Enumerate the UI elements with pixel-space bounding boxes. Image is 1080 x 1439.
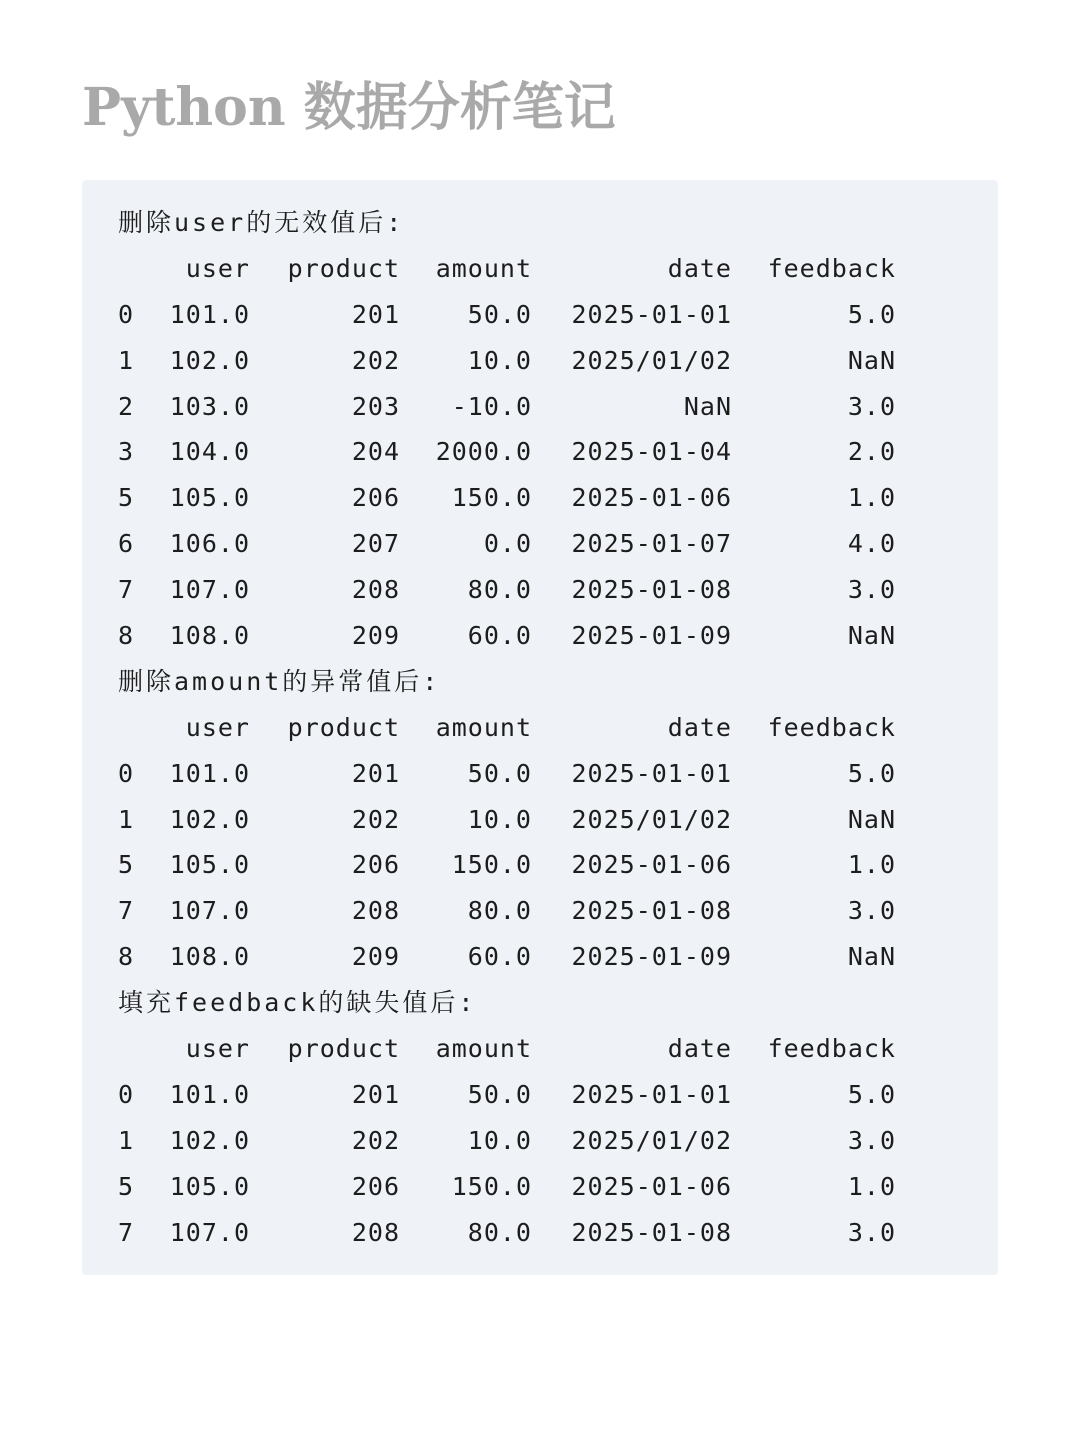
- cell-feedback: 1.0: [847, 483, 896, 513]
- cell-amount: 150.0: [451, 850, 532, 880]
- cell-idx: 5: [118, 483, 135, 513]
- cell-user: 102.0: [169, 345, 250, 375]
- cell-amount: 60.0: [467, 621, 532, 651]
- cell-user: 104.0: [169, 437, 250, 467]
- cell-product: 201: [351, 758, 400, 788]
- cell-feedback: NaN: [847, 942, 896, 972]
- table-row: [118, 1164, 896, 1210]
- cell-feedback: 5.0: [847, 299, 896, 329]
- cell-user: 106.0: [169, 529, 250, 559]
- column-header-amount: amount: [435, 712, 532, 742]
- cell-feedback: 3.0: [847, 575, 896, 605]
- cell-idx: 1: [118, 1125, 135, 1155]
- cell-amount: -10.0: [451, 391, 532, 421]
- table-row: [118, 384, 896, 430]
- dataframe-section: [118, 200, 896, 659]
- column-header-date: date: [667, 253, 732, 283]
- cell-date: 2025-01-06: [571, 850, 732, 880]
- table-header-row: [118, 1026, 896, 1072]
- table-row: [118, 751, 896, 797]
- cell-amount: 50.0: [467, 758, 532, 788]
- column-header-product: product: [287, 253, 400, 283]
- cell-date: 2025-01-09: [571, 621, 732, 651]
- cell-feedback: NaN: [847, 804, 896, 834]
- cell-feedback: 4.0: [847, 529, 896, 559]
- table-row: [118, 613, 896, 659]
- cell-product: 204: [351, 437, 400, 467]
- cell-date: 2025/01/02: [571, 1125, 732, 1155]
- cell-feedback: 1.0: [847, 850, 896, 880]
- cell-date: NaN: [683, 391, 732, 421]
- cell-feedback: 5.0: [847, 758, 896, 788]
- cell-product: 209: [351, 621, 400, 651]
- column-header-date: date: [667, 1034, 732, 1064]
- cell-idx: 0: [118, 1079, 135, 1109]
- cell-feedback: NaN: [847, 621, 896, 651]
- cell-user: 108.0: [169, 942, 250, 972]
- cell-feedback: 3.0: [847, 1125, 896, 1155]
- cell-idx: 0: [118, 299, 135, 329]
- cell-idx: 3: [118, 437, 135, 467]
- cell-user: 107.0: [169, 575, 250, 605]
- table-row: [118, 521, 896, 567]
- cell-feedback: 3.0: [847, 1217, 896, 1247]
- cell-date: 2025/01/02: [571, 345, 732, 375]
- cell-product: 207: [351, 529, 400, 559]
- column-header-date: date: [667, 712, 732, 742]
- cell-user: 108.0: [169, 621, 250, 651]
- column-header-product: product: [287, 712, 400, 742]
- cell-amount: 80.0: [467, 1217, 532, 1247]
- table-row: [118, 1210, 896, 1256]
- column-header-user: user: [185, 253, 250, 283]
- table-row: [118, 475, 896, 521]
- cell-date: 2025-01-07: [571, 529, 732, 559]
- column-header-feedback: feedback: [767, 253, 896, 283]
- cell-amount: 50.0: [467, 1079, 532, 1109]
- cell-amount: 80.0: [467, 896, 532, 926]
- cell-idx: 6: [118, 529, 135, 559]
- cell-idx: 0: [118, 758, 135, 788]
- cell-product: 201: [351, 299, 400, 329]
- cell-amount: 60.0: [467, 942, 532, 972]
- cell-date: 2025-01-08: [571, 575, 732, 605]
- cell-date: 2025-01-08: [571, 896, 732, 926]
- cell-idx: 7: [118, 896, 135, 926]
- cell-product: 208: [351, 896, 400, 926]
- cell-date: 2025-01-09: [571, 942, 732, 972]
- table-header-row: [118, 246, 896, 292]
- cell-idx: 2: [118, 391, 135, 421]
- table-row: [118, 888, 896, 934]
- cell-idx: 8: [118, 942, 135, 972]
- cell-product: 202: [351, 804, 400, 834]
- cell-feedback: 3.0: [847, 391, 896, 421]
- dataframe-section: [118, 980, 896, 1255]
- cell-user: 101.0: [169, 299, 250, 329]
- cell-amount: 80.0: [467, 575, 532, 605]
- table-header-row: [118, 705, 896, 751]
- cell-idx: 1: [118, 804, 135, 834]
- cell-product: 209: [351, 942, 400, 972]
- cell-date: 2025-01-06: [571, 1171, 732, 1201]
- column-header-user: user: [185, 1034, 250, 1064]
- cell-idx: 1: [118, 345, 135, 375]
- cell-date: 2025-01-01: [571, 1079, 732, 1109]
- cell-amount: 50.0: [467, 299, 532, 329]
- cell-product: 208: [351, 575, 400, 605]
- cell-user: 107.0: [169, 1217, 250, 1247]
- cell-feedback: NaN: [847, 345, 896, 375]
- table-row: [118, 1118, 896, 1164]
- cell-product: 206: [351, 850, 400, 880]
- table-row: [118, 338, 896, 384]
- cell-idx: 7: [118, 1217, 135, 1247]
- cell-amount: 10.0: [467, 804, 532, 834]
- cell-feedback: 5.0: [847, 1079, 896, 1109]
- cell-user: 105.0: [169, 1171, 250, 1201]
- column-header-product: product: [287, 1034, 400, 1064]
- cell-date: 2025-01-01: [571, 299, 732, 329]
- cell-feedback: 3.0: [847, 896, 896, 926]
- section-heading: 删除amount的异常值后:: [118, 666, 441, 696]
- cell-user: 107.0: [169, 896, 250, 926]
- cell-product: 201: [351, 1079, 400, 1109]
- cell-date: 2025-01-06: [571, 483, 732, 513]
- cell-product: 206: [351, 1171, 400, 1201]
- section-heading: 删除user的无效值后:: [118, 208, 405, 237]
- cell-user: 102.0: [169, 804, 250, 834]
- table-row: [118, 934, 896, 980]
- cell-feedback: 1.0: [847, 1171, 896, 1201]
- column-header-feedback: feedback: [767, 1034, 896, 1064]
- output-lines: [118, 200, 896, 1255]
- table-row: [118, 1072, 896, 1118]
- cell-user: 103.0: [169, 391, 250, 421]
- cell-feedback: 2.0: [847, 437, 896, 467]
- cell-date: 2025-01-04: [571, 437, 732, 467]
- cell-date: 2025-01-08: [571, 1217, 732, 1247]
- cell-user: 105.0: [169, 850, 250, 880]
- cell-product: 206: [351, 483, 400, 513]
- cell-idx: 5: [118, 850, 135, 880]
- column-header-feedback: feedback: [767, 712, 896, 742]
- page-title: Python 数据分析笔记: [82, 77, 616, 138]
- column-header-amount: amount: [435, 253, 532, 283]
- cell-user: 105.0: [169, 483, 250, 513]
- cell-idx: 7: [118, 575, 135, 605]
- section-heading: 填充feedback的缺失值后:: [118, 988, 477, 1018]
- cell-product: 203: [351, 391, 400, 421]
- cell-date: 2025-01-01: [571, 758, 732, 788]
- cell-user: 102.0: [169, 1125, 250, 1155]
- cell-amount: 10.0: [467, 1125, 532, 1155]
- cell-date: 2025/01/02: [571, 804, 732, 834]
- cell-product: 202: [351, 1125, 400, 1155]
- table-row: [118, 567, 896, 613]
- dataframe-section: [118, 659, 896, 980]
- cell-idx: 5: [118, 1171, 135, 1201]
- cell-amount: 10.0: [467, 345, 532, 375]
- cell-amount: 2000.0: [435, 437, 532, 467]
- table-row: [118, 429, 896, 475]
- table-row: [118, 292, 896, 338]
- cell-amount: 150.0: [451, 1171, 532, 1201]
- cell-idx: 8: [118, 621, 135, 651]
- cell-user: 101.0: [169, 758, 250, 788]
- cell-amount: 150.0: [451, 483, 532, 513]
- table-row: [118, 842, 896, 888]
- code-output-panel: [82, 180, 998, 1275]
- cell-product: 208: [351, 1217, 400, 1247]
- cell-amount: 0.0: [483, 529, 532, 559]
- cell-product: 202: [351, 345, 400, 375]
- table-row: [118, 797, 896, 843]
- column-header-amount: amount: [435, 1034, 532, 1064]
- cell-user: 101.0: [169, 1079, 250, 1109]
- column-header-user: user: [185, 712, 250, 742]
